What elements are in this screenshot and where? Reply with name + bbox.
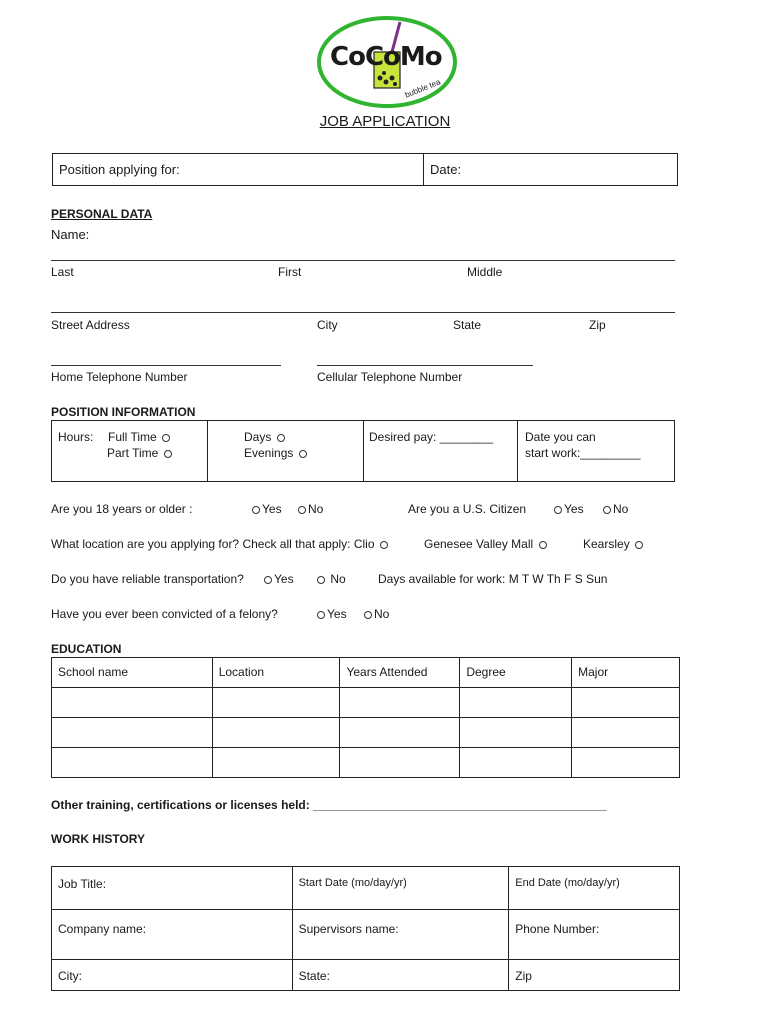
desired-pay-field[interactable]: Desired pay: ________: [369, 430, 494, 444]
start-date-field[interactable]: start work:_________: [525, 446, 641, 460]
citizen-yes-label: Yes: [564, 502, 584, 516]
education-header-row: [52, 658, 680, 688]
table-cell[interactable]: [572, 688, 680, 718]
transport-no-label: No: [330, 572, 346, 586]
table-cell[interactable]: [460, 688, 572, 718]
location-question-text: What location are you applying for? Check all that apply: Clio: [51, 537, 375, 551]
transport-yes-radio[interactable]: [264, 576, 272, 584]
days-available-question[interactable]: Days available for work: M T W Th F S Sun: [378, 572, 608, 586]
job-title-field[interactable]: Job Title:: [52, 867, 293, 910]
table-cell[interactable]: [460, 748, 572, 778]
citizen-yes-option[interactable]: [552, 502, 584, 516]
table-row: [52, 748, 680, 778]
age-no-option[interactable]: [296, 502, 323, 516]
work-state-field[interactable]: State:: [292, 960, 509, 991]
table-row: [52, 910, 680, 960]
company-name-field[interactable]: Company name:: [52, 910, 293, 960]
citizen-no-radio[interactable]: [603, 506, 611, 514]
education-heading: EDUCATION: [51, 642, 122, 656]
felony-yes-option[interactable]: [315, 607, 347, 621]
table-row: [52, 718, 680, 748]
start-date-label-1: Date you can: [525, 430, 596, 444]
logo-text: CoCoMo: [330, 42, 442, 72]
col-degree: Degree: [460, 658, 572, 688]
full-time-option[interactable]: [108, 430, 172, 444]
end-date-field[interactable]: End Date (mo/day/yr): [509, 867, 680, 910]
table-cell[interactable]: [460, 718, 572, 748]
name-line[interactable]: [51, 260, 675, 261]
evenings-checkbox[interactable]: [299, 450, 307, 458]
middle-label: Middle: [467, 265, 503, 279]
table-cell[interactable]: [52, 688, 213, 718]
felony-no-label: No: [374, 607, 390, 621]
education-table: [51, 657, 680, 778]
full-time-label: Full Time: [108, 430, 157, 444]
table-row: [52, 867, 680, 910]
table-cell[interactable]: [212, 718, 340, 748]
col-major: Major: [572, 658, 680, 688]
logo-tagline: bubble tea: [403, 77, 442, 100]
part-time-checkbox[interactable]: [164, 450, 172, 458]
transport-no-radio[interactable]: [317, 576, 325, 584]
col-years-attended: Years Attended: [340, 658, 460, 688]
location-question: [51, 537, 390, 551]
table-cell[interactable]: [52, 718, 213, 748]
genesee-checkbox[interactable]: [539, 541, 547, 549]
col-school-name: School name: [52, 658, 213, 688]
days-checkbox[interactable]: [277, 434, 285, 442]
home-phone-line[interactable]: [51, 365, 281, 366]
home-phone-label: Home Telephone Number: [51, 370, 188, 384]
table-cell[interactable]: [212, 748, 340, 778]
age-no-radio[interactable]: [298, 506, 306, 514]
page-title: JOB APPLICATION: [319, 113, 451, 130]
citizen-yes-radio[interactable]: [554, 506, 562, 514]
work-city-field[interactable]: City:: [52, 960, 293, 991]
age-no-label: No: [308, 502, 324, 516]
table-cell[interactable]: [52, 748, 213, 778]
supervisor-name-field[interactable]: Supervisors name:: [292, 910, 509, 960]
table-row: [52, 960, 680, 991]
genesee-option[interactable]: [424, 537, 549, 551]
age-yes-option[interactable]: [250, 502, 282, 516]
age-yes-label: Yes: [262, 502, 282, 516]
table-cell[interactable]: [212, 688, 340, 718]
cell-phone-line[interactable]: [317, 365, 533, 366]
work-history-heading: WORK HISTORY: [51, 832, 146, 846]
state-label: State: [453, 318, 482, 332]
evenings-option[interactable]: [244, 446, 309, 460]
cell-phone-label: Cellular Telephone Number: [317, 370, 463, 384]
work-history-table: [51, 866, 680, 991]
kearsley-option[interactable]: [583, 537, 645, 551]
kearsley-label: Kearsley: [583, 537, 630, 551]
citizen-no-option[interactable]: [601, 502, 628, 516]
table-cell[interactable]: [340, 718, 460, 748]
felony-yes-radio[interactable]: [317, 611, 325, 619]
felony-no-option[interactable]: [362, 607, 389, 621]
street-label: Street Address: [51, 318, 130, 332]
part-time-option[interactable]: [107, 446, 174, 460]
table-row: [52, 688, 680, 718]
felony-yes-label: Yes: [327, 607, 347, 621]
part-time-label: Part Time: [107, 446, 159, 460]
table-cell[interactable]: [572, 748, 680, 778]
other-training-field[interactable]: Other training, certifications or licenses held: ____________________________________________: [51, 798, 607, 812]
citizen-no-label: No: [613, 502, 629, 516]
full-time-checkbox[interactable]: [162, 434, 170, 442]
transport-yes-option[interactable]: [262, 572, 294, 586]
city-label: City: [317, 318, 338, 332]
transport-yes-label: Yes: [274, 572, 294, 586]
position-info-heading: POSITION INFORMATION: [51, 405, 196, 419]
citizen-question: Are you a U.S. Citizen: [408, 502, 527, 516]
phone-number-field[interactable]: Phone Number:: [509, 910, 680, 960]
transport-no-option[interactable]: [315, 572, 346, 586]
table-cell[interactable]: [340, 748, 460, 778]
position-applying-for-field[interactable]: Position applying for:: [59, 162, 180, 177]
clio-checkbox[interactable]: [380, 541, 388, 549]
felony-no-radio[interactable]: [364, 611, 372, 619]
address-line[interactable]: [51, 312, 675, 313]
company-logo: [316, 12, 458, 110]
kearsley-checkbox[interactable]: [635, 541, 643, 549]
start-date-field[interactable]: Start Date (mo/day/yr): [292, 867, 509, 910]
last-label: Last: [51, 265, 74, 279]
genesee-label: Genesee Valley Mall: [424, 537, 534, 551]
date-field[interactable]: Date:: [430, 162, 462, 177]
name-label: Name:: [51, 227, 90, 242]
felony-question: Have you ever been convicted of a felony?: [51, 607, 278, 621]
work-zip-field[interactable]: Zip: [509, 960, 680, 991]
age-question: Are you 18 years or older :: [51, 502, 193, 516]
zip-label: Zip: [589, 318, 606, 332]
days-option[interactable]: [244, 430, 287, 444]
transport-question: Do you have reliable transportation?: [51, 572, 244, 586]
hours-label: Hours:: [58, 430, 94, 444]
age-yes-radio[interactable]: [252, 506, 260, 514]
first-label: First: [278, 265, 302, 279]
personal-data-heading: PERSONAL DATA: [51, 207, 153, 221]
table-cell[interactable]: [572, 718, 680, 748]
days-label: Days: [244, 430, 272, 444]
col-location: Location: [212, 658, 340, 688]
table-cell[interactable]: [340, 688, 460, 718]
evenings-label: Evenings: [244, 446, 294, 460]
